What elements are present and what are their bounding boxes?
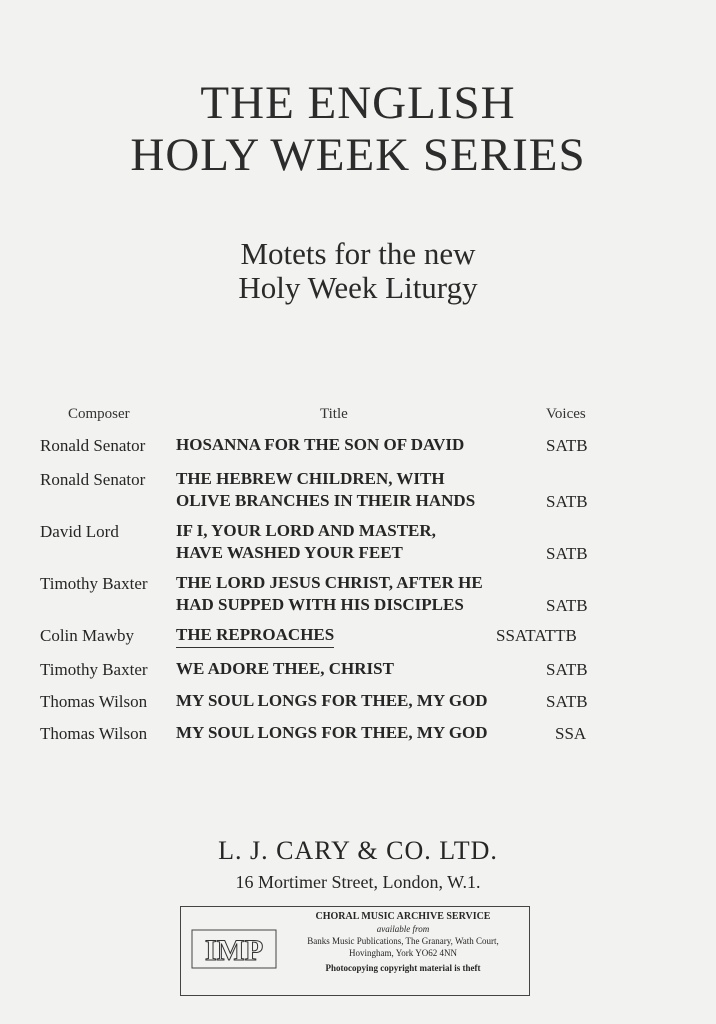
composer-name: Timothy Baxter (40, 660, 148, 679)
composer-name: Ronald Senator (40, 436, 146, 455)
header-composer: Composer (68, 406, 130, 422)
motet-title: WE ADORE THEE, CHRIST (176, 659, 394, 678)
motet-title: THE REPROACHES (176, 624, 334, 648)
motet-title-line-2: HAD SUPPED WITH HIS DISCIPLES (176, 595, 464, 614)
stamp-address-line-1: Banks Music Publications, The Granary, Wath Court, (307, 936, 499, 946)
motet-title-line-1: IF I, YOUR LORD AND MASTER, (176, 521, 436, 540)
composer-name: David Lord (40, 522, 119, 541)
header-voices: Voices (546, 406, 586, 422)
stamp-warning: Photocopying copyright material is theft (325, 963, 481, 973)
composer-name: Colin Mawby (40, 626, 134, 645)
voices: SATB (546, 660, 588, 679)
voices: SATB (546, 596, 588, 615)
stamp-heading: CHORAL MUSIC ARCHIVE SERVICE (315, 911, 491, 922)
imp-logo-text: IMP (204, 934, 264, 967)
composer-name: Thomas Wilson (40, 692, 148, 711)
stamp-text-block (285, 911, 521, 974)
motet-title-line-1: THE HEBREW CHILDREN, WITH (176, 469, 445, 488)
stamp-available: available from (376, 924, 430, 934)
archive-service-stamp (180, 906, 530, 996)
motet-title: MY SOUL LONGS FOR THEE, MY GOD (176, 723, 488, 742)
motet-title: MY SOUL LONGS FOR THEE, MY GOD (176, 691, 488, 710)
motet-title-line-2: HAVE WASHED YOUR FEET (176, 543, 403, 562)
composer-name: Timothy Baxter (40, 574, 148, 593)
subtitle-line-1: Motets for the new (240, 236, 476, 271)
voices: SATB (546, 492, 588, 511)
voices: SATB (546, 544, 588, 563)
motet-title-line-1: THE LORD JESUS CHRIST, AFTER HE (176, 573, 483, 592)
subtitle-line-2: Holy Week Liturgy (238, 270, 478, 305)
publisher-name: L. J. CARY & CO. LTD. (218, 836, 498, 865)
header-title: Title (320, 406, 348, 422)
composer-name: Thomas Wilson (40, 724, 148, 743)
voices: SSA (555, 724, 587, 743)
motet-title-line-2: OLIVE BRANCHES IN THEIR HANDS (176, 491, 476, 510)
publisher-address: 16 Mortimer Street, London, W.1. (235, 872, 481, 892)
voices: SATB (546, 692, 588, 711)
imp-logo (191, 929, 277, 969)
series-title-line-1: THE ENGLISH (200, 77, 516, 129)
series-title-line-2: HOLY WEEK SERIES (130, 129, 586, 181)
voices: SATB (546, 436, 588, 455)
voices: SSATATTB (496, 626, 577, 645)
composer-name: Ronald Senator (40, 470, 146, 489)
stamp-address-line-2: Hovingham, York YO62 4NN (349, 948, 457, 958)
motet-title: HOSANNA FOR THE SON OF DAVID (176, 435, 465, 454)
